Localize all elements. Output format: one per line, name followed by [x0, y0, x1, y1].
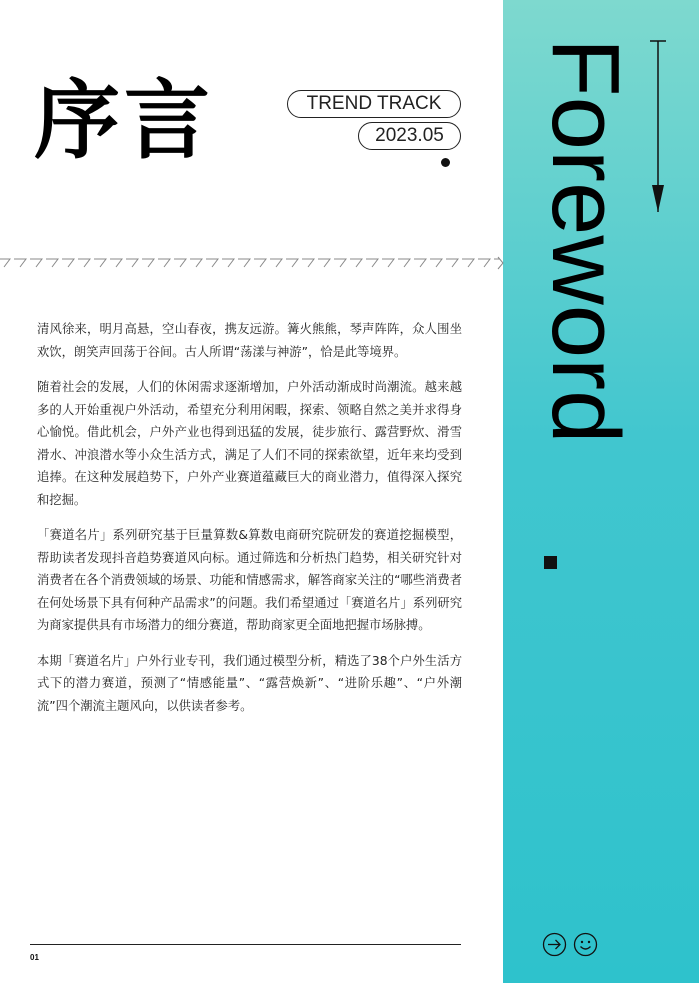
- trend-track-tag: TREND TRACK: [287, 90, 461, 118]
- arrow-right-circle-icon[interactable]: [542, 932, 567, 957]
- footer-divider: [30, 944, 461, 945]
- page-title: 序言: [34, 71, 214, 171]
- paragraph: 随着社会的发展，人们的休闲需求逐渐增加，户外活动渐成时尚潮流。越来越多的人开始重视户外活动，希望充分利用闲暇，探索、领略自然之美并求得身心愉悦。借此机会，户外产业也得到迅猛的发展，徒步旅行、露营野炊、滑雪滑水、冲浪潜水等小众生活方式，满足了人们不同的探索欲望，近年来均受到追捧。在这种发展趋势下，户外产业赛道蕴藏巨大的商业潜力，值得深入探究和挖掘。: [37, 380, 462, 507]
- dot-decoration: [441, 158, 450, 167]
- foreword-word: Foreword: [532, 38, 639, 444]
- dashed-divider: [0, 253, 505, 273]
- paragraph: 清风徐来，明月高悬，空山春夜，携友远游。篝火熊熊，琴声阵阵，众人围坐欢饮，朗笑声回荡于谷间。古人所谓“荡漾与神游”，恰是此等境界。: [37, 322, 462, 359]
- smiley-icon[interactable]: [573, 932, 598, 957]
- arrow-down-icon: [648, 40, 668, 215]
- paragraph: 「赛道名片」系列研究基于巨量算数&算数电商研究院研发的赛道挖掘模型，帮助读者发现抖音趋势赛道风向标。通过筛选和分析热门趋势，相关研究针对消费者在各个消费领域的场景、功能和情感需求，解答商家关注的“哪些消费者在何处场景下具有何种产品需求”的问题。我们希望通过「赛道名片」系列研究为商家提供具有市场潜力的细分赛道，帮助商家更全面地把握市场脉搏。: [37, 528, 462, 632]
- body-text: [37, 318, 462, 730]
- foreword-vertical-title: [532, 38, 639, 533]
- date-tag: 2023.05: [358, 122, 461, 150]
- page-number: 01: [30, 953, 39, 962]
- square-decoration: [544, 556, 557, 569]
- paragraph: 本期「赛道名片」户外行业专刊，我们通过模型分析，精选了38个户外生活方式下的潜力赛道，预测了“情感能量”、“露营焕新”、“进阶乐趣”、“户外潮流”四个潮流主题风向，以供读者参考。: [37, 653, 462, 713]
